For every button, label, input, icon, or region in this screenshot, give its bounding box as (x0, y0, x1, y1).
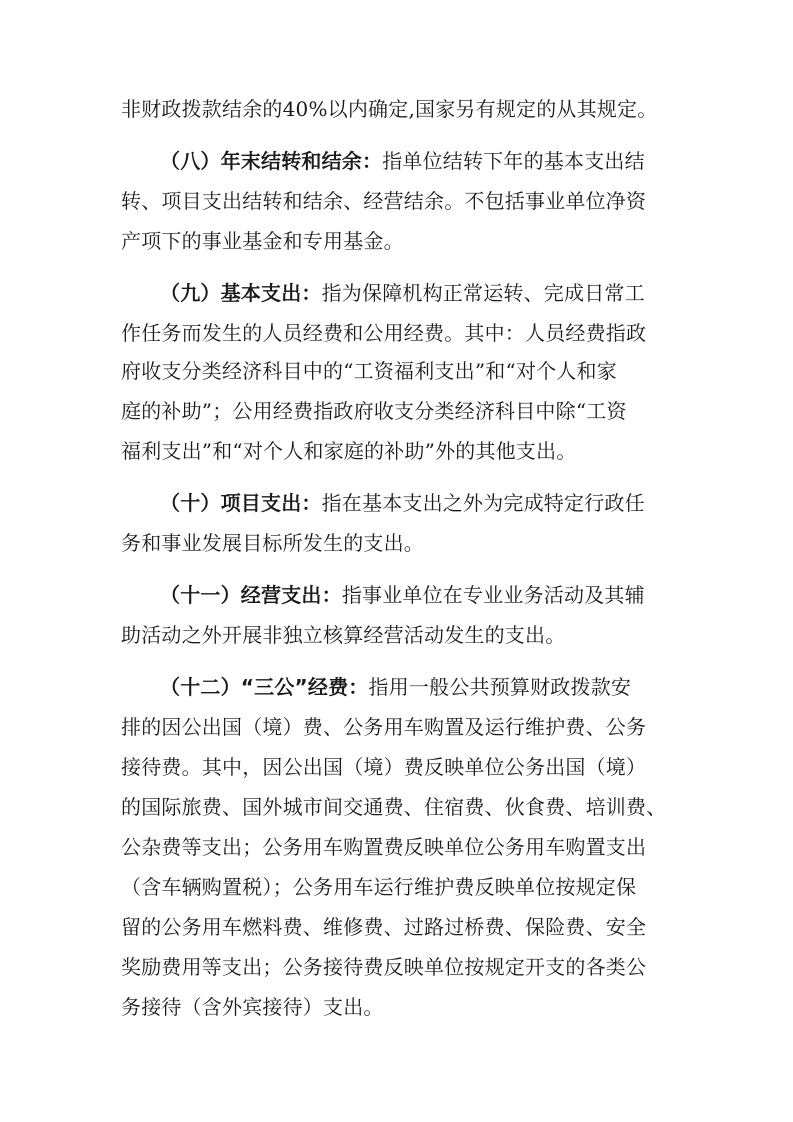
body-text: 奖励费用等支出；公务接待费反映单位按规定开支的各类公 (121, 955, 647, 979)
section-heading: （十）项目支出： (160, 491, 322, 515)
paragraph-line (121, 755, 646, 779)
paragraph-line (121, 915, 646, 939)
paragraph-line (121, 623, 565, 647)
body-text: 指在基本支出之外为完成特定行政任 (321, 491, 645, 515)
paragraph-line (121, 531, 424, 555)
paragraph-line (121, 321, 646, 345)
body-text: 公杂费等支出；公务用车购置费反映单位公务用车购置支出 (121, 835, 647, 859)
paragraph-line (121, 189, 646, 213)
body-text: 非财政拨款结余的40%以内确定,国家另有规定的从其规定。 (121, 97, 658, 121)
body-text: 排的因公出国（境）费、公务用车购置及运行维护费、公务 (121, 715, 647, 739)
body-text: 府收支分类经济科目中的“工资福利支出”和“对个人和家 (121, 359, 617, 383)
paragraph-line (121, 795, 666, 819)
section-heading: （八）年末结转和结余： (160, 149, 383, 173)
section-heading: （九）基本支出： (160, 281, 322, 305)
paragraph-line (160, 583, 645, 607)
body-text: 指用一般公共预算财政拨款安 (368, 675, 632, 699)
body-text: 留的公务用车燃料费、维修费、过路过桥费、保险费、安全 (121, 915, 647, 939)
section-heading: （十一）经营支出： (160, 583, 342, 607)
body-text: 福利支出”和“对个人和家庭的补助”外的其他支出。 (121, 439, 577, 463)
body-text: 指为保障机构正常运转、完成日常工 (321, 281, 645, 305)
body-text: （含车辆购置税）；公务用车运行维护费反映单位按规定保 (121, 875, 637, 899)
body-text: 转、项目支出结转和结余、经营结余。不包括事业单位净资 (121, 189, 647, 213)
paragraph-line (121, 399, 627, 423)
paragraph-line (160, 281, 645, 305)
paragraph-line (160, 675, 631, 699)
body-text: 作任务而发生的人员经费和公用经费。其中：人员经费指政 (121, 321, 647, 345)
body-text: 庭的补助”；公用经费指政府收支分类经济科目中除“工资 (121, 399, 627, 423)
body-text: 助活动之外开展非独立核算经营活动发生的支出。 (121, 623, 566, 647)
paragraph-line (121, 955, 646, 979)
paragraph-line (121, 359, 617, 383)
body-text: 务接待（含外宾接待）支出。 (121, 995, 384, 1019)
paragraph-line (121, 995, 384, 1019)
paragraph-line (121, 439, 576, 463)
body-text: 务和事业发展目标所发生的支出。 (121, 531, 424, 555)
paragraph-line (121, 715, 646, 739)
body-text: 的国际旅费、国外城市间交通费、住宿费、伙食费、培训费、 (121, 795, 667, 819)
body-text: 接待费。其中，因公出国（境）费反映单位公务出国（境） (121, 755, 647, 779)
body-text: 指单位结转下年的基本支出结 (382, 149, 645, 173)
paragraph-line (121, 229, 404, 253)
paragraph-line (121, 97, 657, 121)
paragraph-line (160, 491, 645, 515)
paragraph-line (121, 835, 646, 859)
paragraph-line (121, 875, 636, 899)
section-heading: （十二）“三公”经费： (160, 675, 369, 699)
body-text: 产项下的事业基金和专用基金。 (121, 229, 404, 253)
paragraph-line (160, 149, 645, 173)
body-text: 指事业单位在专业业务活动及其辅 (341, 583, 645, 607)
